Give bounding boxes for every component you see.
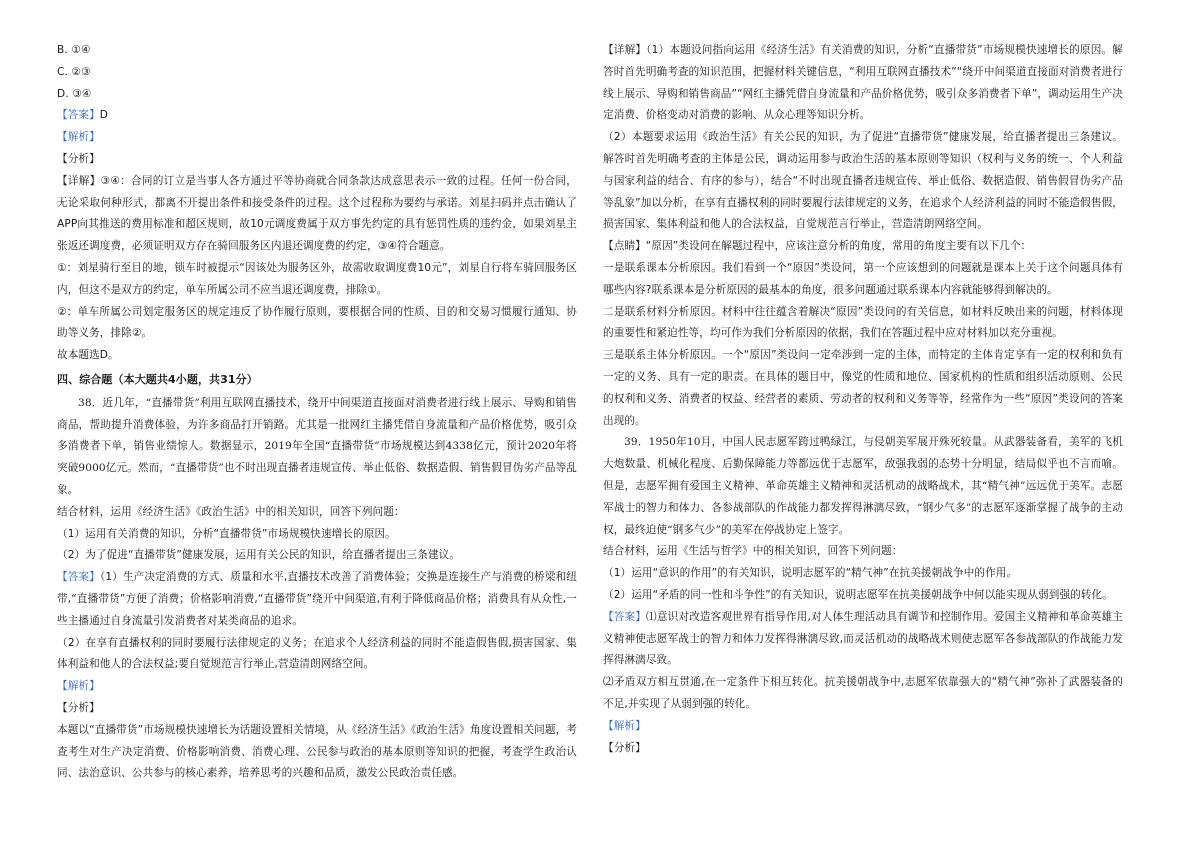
fenxi-38-label: 【分析】 — [57, 701, 100, 714]
question-38: 38．近几年，“直播带货”利用互联网直播技术，绕开中间渠道直接面对消费者进行线上展示、导购和销售商品，帮助提升消费体验，为许多商品打开销路。尤其是一批网红主播凭借自身流量和产品价格优势，吸引众多消费者下单，销售业绩惊人。数据显示，2019年全国“直播带货”市场规模达到4338亿元，预计2020年将突破9000亿元。然而，“直播带货”也不时出现直播者违规宣传、举止低俗、数据造假、销售假冒伪劣产品等乱象。 — [57, 396, 577, 496]
question-38-sub1: （1）运用有关消费的知识，分析“直播带货”市场规模快速增长的原因。 — [57, 527, 396, 540]
fenxi-38-text: 本题以“直播带货”市场规模快速增长为话题设置相关情境，从《经济生活》《政治生活》角度设置相关问题，考查考生对生产决定消费、价格影响消费、消费心理、公民参与政治的基本原则等知识的把握，考查学生政治认同、法治意识、公共参与的核心素养，培养思考的兴趣和品质，激发公民政治责任感。 — [57, 723, 577, 780]
jiexi-label: 【解析】 — [57, 131, 100, 144]
question-38-sub2: （2）为了促进“直播带货”健康发展，运用有关公民的知识，给直播者提出三条建议。 — [57, 549, 460, 562]
dianjing: 【点睛】“原因”类设问在解题过程中，应该注意分析的角度，常用的角度主要有以下几个： — [603, 240, 1032, 253]
option-d: D. ③④ — [57, 87, 92, 100]
question-38-prompt: 结合材料，运用《经济生活》《政治生活》中的相关知识，回答下列问题： — [57, 505, 405, 518]
conclusion: 故本题选D。 — [57, 349, 119, 362]
question-39-sub2: （2）运用“矛盾的同一性和斗争性”的有关知识，说明志愿军在抗美援朝战争中何以能实现从弱到强的转化。 — [603, 588, 1113, 601]
option-c: C. ②③ — [57, 65, 91, 78]
right-column — [603, 40, 1123, 759]
answer-label: 【答案】 — [57, 109, 100, 122]
option-two-analysis: ②：单车所属公司划定服务区的规定违反了协作履行原则，要根据合同的性质、目的和交易习惯履行通知、协助等义务，排除②。 — [57, 305, 577, 340]
fenxi-label: 【分析】 — [57, 152, 100, 165]
jiexi-39-label: 【解析】 — [603, 719, 646, 732]
answer-39-label: 【答案】 — [603, 610, 647, 623]
answer-38-p1: 【答案】（1）生产决定消费的方式、质量和水平,直播技术改善了消费体验；交换是连接生产与消费的桥梁和纽带,“直播带货”方便了消费；价格影响消费,“直播带货”绕开中间渠道,有利于降低商品价格；消费具有从众性,一些主播通过自身流量引发消费者对某类商品的追求。 — [57, 571, 577, 627]
dianjing-1: 一是联系课本分析原因。我们看到一个“原因”类设问，第一个应该想到的问题就是课本上关于这个问题具体有哪些内容?联系课本是分析原因的最基本的角度，很多问题通过联系课本内容就能够得到解决的。 — [603, 261, 1123, 296]
detail-a: 【详解】（1）本题设问指向运用《经济生活》有关消费的知识，分析“直播带货”市场规模快速增长的原因。解答时首先明确考查的知识范围，把握材料关键信息，“利用互联网直播技术”“绕开中间渠道直接面对消费者进行线上展示、导购和销售商品”“网红主播凭借自身流量和产品价格优势，吸引众多消费者下单”，调动运用生产决定消费、价格变动对消费的影响、从众心理等知识分析。 — [603, 44, 1123, 122]
answer-39-p2: ⑵矛盾双方相互贯通,在一定条件下相互转化。抗美援朝战争中,志愿军依靠强大的“精气神”弥补了武器装备的不足,并实现了从弱到强的转化。 — [603, 676, 1123, 710]
dianjing-label: 【点睛】 — [603, 240, 646, 253]
question-39-sub1: （1）运用“意识的作用”的有关知识，说明志愿军的“精气神”在抗美援朝战争中的作用。 — [603, 567, 1018, 580]
question-39-prompt: 结合材料，运用《生活与哲学》中的相关知识，回答下列问题： — [603, 545, 903, 558]
answer-38-label: 【答案】 — [57, 571, 100, 584]
option-one-analysis: ①：刘星骑行至目的地，锁车时被提示“因该处为服务区外，故需收取调度费10元”，刘星自行将车骑回服务区内，但这不是双方的约定，单车所属公司不应当退还调度费，排除①。 — [57, 261, 577, 296]
answer-line — [57, 105, 577, 127]
left-column — [57, 40, 577, 785]
detail-b: （2）本题要求运用《政治生活》有关公民的知识，为了促进“直播带货”健康发展，给直播者提出三条建议。解答时首先明确考查的主体是公民，调动运用参与政治生活的基本原则等知识（权利与义务的统一、个人利益与国家利益的结合、有序的参与），结合“不时出现直播者违规宣传、举止低俗、数据造假、销售假冒伪劣产品等乱象”加以分析，在享有直播权利的同时要履行法律规定的义务，在追求个人经济利益的同时不能造假售假，损害国家、集体利益和他人的合法权益，自觉规范言行举止，营造清朗网络空间。 — [603, 131, 1123, 231]
section-title: 四、综合题（本大题共4小题，共31分） — [57, 372, 258, 386]
option-b: B. ①④ — [57, 44, 91, 56]
answer-39-p1: 【答案】⑴意识对改造客观世界有指导作用,对人体生理活动具有调节和控制作用。爱国主义精神和革命英雄主义精神使志愿军战士的智力和体力发挥得淋漓尽致,而灵活机动的战略战术则使志愿军各参战部队的作战能力发挥得淋漓尽致。 — [603, 610, 1123, 667]
jiexi-38-label: 【解析】 — [57, 680, 100, 693]
dianjing-2: 二是联系材料分析原因。材料中往往蕴含着解决“原因”类设问的有关信息，如材料反映出来的问题，材料体现的重要性和紧迫性等，均可作为我们分析原因的依据，我们在答题过程中应对材料加以充分重视。 — [603, 305, 1123, 340]
dianjing-3: 三是联系主体分析原因。一个“原因”类设问一定牵涉到一定的主体，而特定的主体肯定享有一定的权利和负有一定的义务、具有一定的职责。在具体的题目中，像党的性质和地位、国家机构的性质和组织活动原则、公民的权利和义务、消费者的权益、经营者的素质、劳动者的权利和义务等等，经常作为一些“原因”类设问的答案出现的。 — [603, 349, 1123, 427]
fenxi-39-label: 【分析】 — [603, 741, 646, 754]
question-39: 39．1950年10月，中国人民志愿军跨过鸭绿江，与侵朝美军展开殊死较量。从武器装备看，美军的飞机大炮数量、机械化程度、后勤保障能力等都远优于志愿军，敌强我弱的态势十分明显，结局似乎也不言而喻。但是，志愿军拥有爱国主义精神、革命英雄主义精神和灵活机动的战略战术，其“精气神”远远优于美军。志愿军战士的智力和体力、各参战部队的作战能力都发挥得淋漓尽致，“钢少气多”的志愿军逐渐掌握了战争的主动权，最终迫使“钢多气少”的美军在停战协定上签字。 — [603, 436, 1123, 536]
answer-38-p2: （2）在享有直播权利的同时要履行法律规定的义务；在追求个人经济利益的同时不能造假售假,损害国家、集体利益和他人的合法权益;要自觉规范言行举止,营造清朗网络空间。 — [57, 636, 577, 671]
detail-paragraph: 【详解】③④：合同的订立是当事人各方通过平等协商就合同条款达成意思表示一致的过程。任何一份合同，无论采取何种形式，都离不开提出条件和接受条件的过程。这个过程称为要约与承诺。刘星扫码并点击确认了APP向其推送的费用标准和超区规则，故10元调度费属于双方事先约定的具有惩罚性质的违约金，如果刘星主张返还调度费，必须证明双方存在骑回服务区内退还调度费的约定，③④符合题意。 — [57, 174, 577, 253]
answer-value: D — [99, 109, 109, 122]
